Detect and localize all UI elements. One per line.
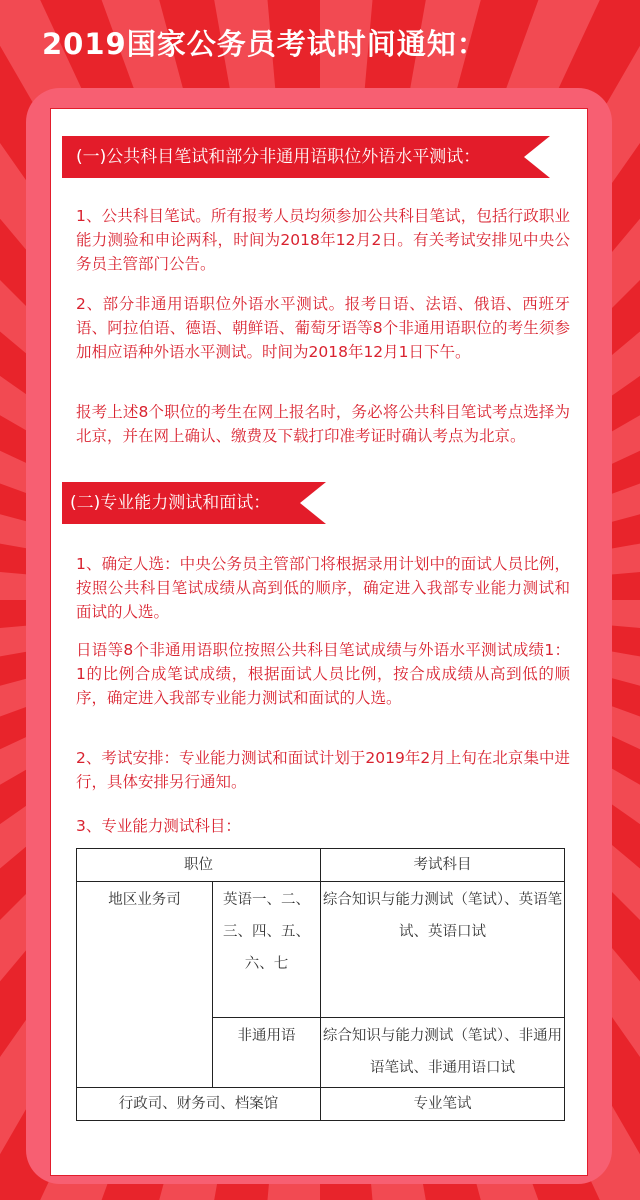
section-1-paragraph-2: 2、部分非通用语职位外语水平测试。报考日语、法语、俄语、西班牙语、阿拉伯语、德语、朝鲜语、葡萄牙语等8个非通用语职位的考生须参加相应语种外语水平测试。时间为2018年12月1日下午。 bbox=[76, 295, 570, 361]
table-cell-subjects: 专业笔试 bbox=[321, 1088, 565, 1121]
section-1-heading: (一)公共科目笔试和部分非通用语职位外语水平测试： bbox=[62, 136, 550, 178]
section-1-paragraph-1: 1、公共科目笔试。所有报考人员均须参加公共科目笔试，包括行政职业能力测验和申论两科，时间为2018年12月2日。有关考试安排见中央公务员主管部门公告。 bbox=[76, 207, 570, 273]
table-header-position: 职位 bbox=[77, 849, 321, 882]
section-2-paragraph-1: 1、确定人选：中央公务员主管部门将根据录用计划中的面试人员比例，按照公共科目笔试成绩从高到低的顺序，确定进入我部专业能力测试和面试的人选。 bbox=[76, 555, 570, 621]
table-cell-sub-position: 非通用语 bbox=[213, 1018, 321, 1088]
table-header-subjects: 考试科目 bbox=[321, 849, 565, 882]
exam-subject-table bbox=[76, 848, 565, 1121]
table-cell-subjects: 综合知识与能力测试（笔试）、非通用语笔试、非通用语口试 bbox=[321, 1018, 565, 1088]
table-cell-subjects: 综合知识与能力测试（笔试）、英语笔试、英语口试 bbox=[321, 882, 565, 1018]
table-header-row bbox=[77, 849, 565, 882]
section-1-paragraph-3: 报考上述8个职位的考生在网上报名时，务必将公共科目笔试考点选择为北京，并在网上确认、缴费及下载打印准考证时确认考点为北京。 bbox=[76, 403, 570, 445]
table-row bbox=[77, 1088, 565, 1121]
section-2-paragraph-3: 2、考试安排：专业能力测试和面试计划于2019年2月上旬在北京集中进行，具体安排另行通知。 bbox=[76, 749, 570, 791]
section-2-paragraph-4: 3、专业能力测试科目： bbox=[76, 817, 241, 835]
table-cell-sub-position: 英语一、二、三、四、五、六、七 bbox=[213, 882, 321, 1018]
table-cell-position: 行政司、财务司、档案馆 bbox=[77, 1088, 321, 1121]
section-2-paragraph-2: 日语等8个非通用语职位按照公共科目笔试成绩与外语水平测试成绩1：1的比例合成笔试成绩，根据面试人员比例，按合成成绩从高到低的顺序，确定进入我部专业能力测试和面试的人选。 bbox=[76, 641, 570, 707]
table-row bbox=[77, 882, 565, 1018]
table-cell-position: 地区业务司 bbox=[77, 882, 213, 1088]
page-title: 2019国家公务员考试时间通知： bbox=[42, 27, 487, 61]
section-2-heading: (二)专业能力测试和面试： bbox=[62, 482, 326, 524]
